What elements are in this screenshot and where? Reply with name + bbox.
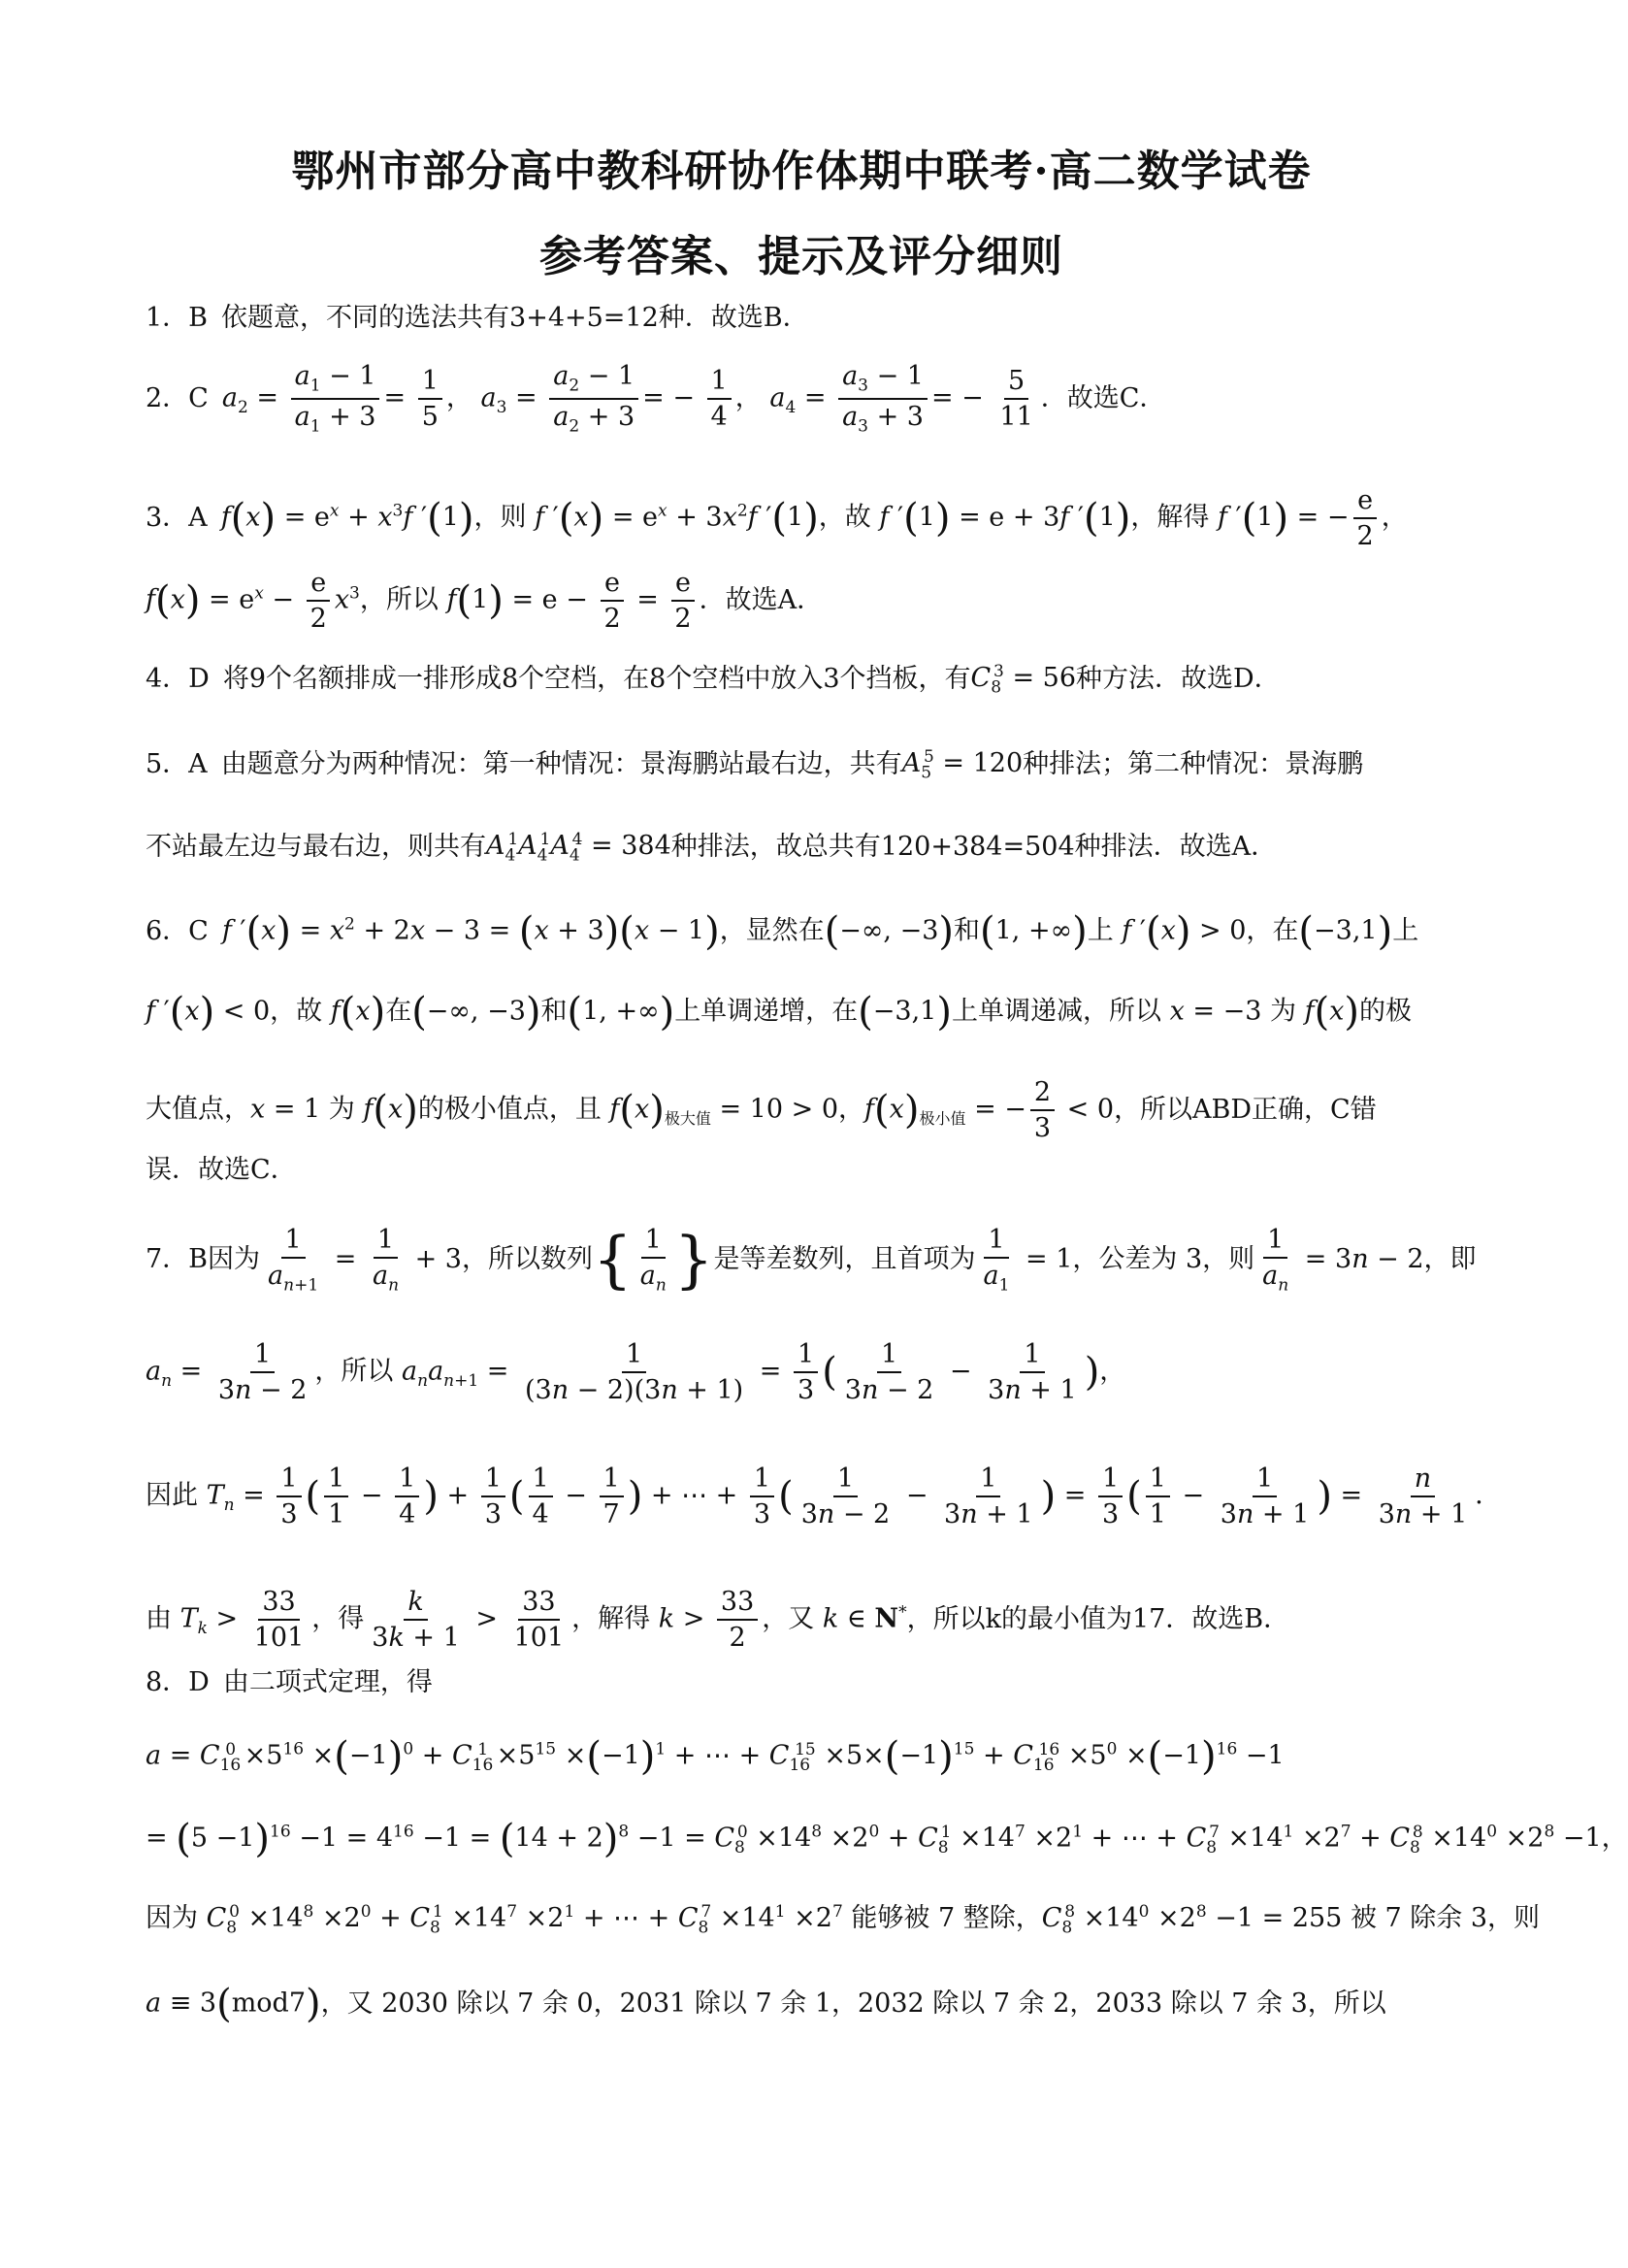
answer-8-formula-4: a ≡ 3(mod7) bbox=[146, 1982, 321, 2026]
answer-5-text-1b: 种排法；第二种情况：景海鹏 bbox=[1023, 749, 1364, 780]
answer-2-number: 2．C bbox=[146, 382, 209, 413]
answer-4-number: 4．D bbox=[146, 664, 210, 695]
answer-3-line-2 bbox=[146, 568, 1467, 634]
answer-6-line-2 bbox=[146, 990, 1467, 1035]
answer-7-formula-4: 由 $T_k$ > $\frac{33}{101}$ ，得 $\frac{k}{3k + 1}$ > $\frac{33}{101}$ ，解得 k > $\frac{33}{2}$ ，又 k ∈ N* bbox=[146, 1587, 907, 1654]
answer-8-last: ，又 2030 除以 7 余 0，2031 除以 7 余 1，2032 除以 7 余 2，2033 除以 7 余 3，所以 bbox=[320, 1988, 1386, 2019]
answer-5-formula-2: $A_4^1A_4^1A_4^4 = 384$ bbox=[486, 830, 671, 866]
answer-1-text: 依题意，不同的选法共有3+4+5=12种．故选B． bbox=[221, 303, 809, 333]
answer-6-last: 误．故选C． bbox=[146, 1155, 297, 1185]
answer-5-line-1 bbox=[146, 747, 1467, 783]
answer-6-sub-min: 极小值 bbox=[919, 1108, 966, 1128]
answer-6-formula-3: 大值点，x = 1 为 f(x)的极小值点，且 $f(x)_{极大值} = 10 > 0$，$f(x)_{极小值}$ = − $\frac{2}{3}$ < 0 bbox=[146, 1077, 1115, 1144]
answer-5-text-2a: 不站最左边与最右边，则共有 bbox=[146, 832, 486, 863]
answer-8-line-1 bbox=[146, 1667, 1467, 1698]
answer-2-end: ．故选C． bbox=[1040, 382, 1166, 413]
answer-5-number: 5．A bbox=[146, 749, 208, 780]
answer-7-formula-2: $a_n$ = $\frac{1}{3n - 2}$ ，所以 $a_na_{n+1}$ = $\frac{1}{(3n - 2)(3n + 1)}$ = $\frac{1}{3}$ ( $\frac{1}{3n - 2}$ − $\frac{1}{3n + 1}$ )， bbox=[146, 1339, 1126, 1406]
answer-7-line-4 bbox=[146, 1587, 1467, 1653]
answer-4 bbox=[146, 662, 1467, 698]
answer-6-number: 6．C bbox=[146, 915, 209, 946]
answer-5-text-1: 由题意分为两种情况：第一种情况：景海鹏站最右边，共有 bbox=[220, 749, 902, 780]
answer-5-line-2 bbox=[146, 830, 1467, 866]
answer-7-formula-1: 因为 $\frac{1}{a_{n+1}}$ = $\frac{1}{a_n}$ + 3，所以数列{ $\frac{1}{a_n}$ }是等差数列，且首项为 $\frac{1}{a_1}$ = 1，公差为 3，则 $\frac{1}{a_n}$ = 3n − 2，即 bbox=[208, 1224, 1477, 1297]
answer-3-line-1 bbox=[146, 485, 1467, 551]
answer-6-formula-1: f $'(x) = x^2 + 2x - 3 = (x + 3)(x - 1)$，显然在(−∞, −3)和(1, +∞)上 f ′(x) > 0，在(−3,1)上 bbox=[221, 909, 1419, 954]
answer-7-formula-3: 因此 $T_n$ = $\frac{1}{3}$ ( $\frac{1}{1}$ − $\frac{1}{4}$ ) + $\frac{1}{3}$ ( $\frac{1}{4}$ − $\frac{1}{7}$ ) + ⋯ + $\frac{1}{3}$ ( $\frac{1}{3n - 2}$ − $\frac{1}{3n + 1}$ ) = $\frac{1}{3}$ ( $\frac{1}{1}$ − $\frac{1}{3n + 1}$ ) = $\frac{n}{3n + 1}$ ． bbox=[146, 1463, 1502, 1530]
answer-8-formula-3: 因为 $C_8^0 \times 14^8 \times 2^0 + C_8^1 \times 14^7 \times 2^1$ + ⋯ + $C_8^7 \times 14^1 \times 2^7$ 能够被 7 整除，$C_8^8 \times 14^0 \times 2^8 -1 = 255$ 被 7 除余 3，则 bbox=[146, 1902, 1541, 1938]
answer-8-line-5 bbox=[146, 1982, 1467, 2026]
answer-8-number: 8．D bbox=[146, 1667, 210, 1697]
answer-8-formula-2: = $(5 -1)^{16} -1 = 4^{16} -1 = (14 + 2)^8 -1 = C_8^0 \times 14^8 \times 2^0 + C_8^1 \times 14^7 \times 2^1$ + ⋯ + $C_8^7 \times 14^1 \times 2^7 + C_8^8 \times 14^0 \times 2^8 -1$， bbox=[146, 1817, 1628, 1861]
answer-8-line-3 bbox=[146, 1817, 1628, 1861]
answer-7-line-3 bbox=[146, 1463, 1502, 1530]
answer-3-formula-1: $f(x) = e^x + x^3f$ ′(1)，则 f $'(x) = e^x + 3x^2f$ ′(1)，故 f ′(1) = e + 3f ′(1)，解得 f ′(1) = − $\frac{e}{2}$ ， bbox=[220, 485, 1408, 552]
answer-4-text-2: 种方法．故选D． bbox=[1076, 664, 1281, 695]
answer-4-text-1: 将9个名额排成一排形成8个空档，在8个空档中放入3个挡板，有 bbox=[222, 664, 971, 695]
answer-8-intro: 由二项式定理，得 bbox=[222, 1667, 433, 1697]
answer-6-tail: ，所以ABD正确，C错 bbox=[1114, 1094, 1377, 1125]
answer-2 bbox=[146, 361, 1467, 437]
answer-1 bbox=[146, 303, 1467, 334]
answer-7-line-2 bbox=[146, 1339, 1467, 1405]
answer-5-formula-1: $A_5^5 = 120$ bbox=[901, 747, 1024, 783]
answer-6-line-3 bbox=[146, 1077, 1467, 1143]
answer-6-sub-max: 极大值 bbox=[664, 1108, 711, 1128]
answer-2-formula: $a_2$ = $\frac{a_1 - 1}{a_1 + 3}$ = $\frac{1}{5}$ ， $a_3$ = $\frac{a_2 - 1}{a_2 + 3}$ = − $\frac{1}{4}$ ， $a_4$ = $\frac{a_3 - 1}{a_3 + 3}$ = − $\frac{5}{11}$ bbox=[221, 361, 1033, 437]
page-title: 鄂州市部分高中教科研协作体期中联考·高二数学试卷 bbox=[291, 147, 1312, 196]
answer-6-formula-2: f ′(x) < 0，故 f(x)在(−∞, −3)和(1, +∞)上单调递增，在(−3,1)上单调递减，所以 x = −3 为 f(x)的极 bbox=[146, 990, 1413, 1035]
answer-3-number: 3．A bbox=[146, 502, 208, 533]
answer-7-last: ，所以k的最小值为17．故选B． bbox=[906, 1603, 1290, 1634]
answer-5-text-2b: 种排法，故总共有120+384=504种排法．故选A． bbox=[670, 832, 1278, 863]
answer-1-number: 1．B bbox=[146, 303, 209, 333]
answer-8-line-4 bbox=[146, 1902, 1541, 1938]
answer-8-formula-1: $a = C_{16}^0 \times 5^{16} \times(-1)^0 + C_{16}^1 \times 5^{15} \times(-1)^1$ + ⋯ + $C_{16}^{15} \times 5\times(-1)^{15} + C_{16}^{16} \times 5^0 \times(-1)^{16} -1$ bbox=[146, 1734, 1285, 1779]
answer-6-line-4 bbox=[146, 1155, 1467, 1186]
page-subtitle: 参考答案、提示及评分细则 bbox=[539, 232, 1063, 281]
answer-8-line-2 bbox=[146, 1734, 1467, 1779]
answer-6-line-1 bbox=[146, 909, 1467, 954]
answer-7-line-1 bbox=[146, 1224, 1477, 1297]
answer-4-formula: $C_8^3 = 56$ bbox=[970, 662, 1077, 698]
answer-3-end: ．故选A． bbox=[699, 584, 824, 615]
answer-7-number: 7．B bbox=[146, 1244, 209, 1275]
answer-3-formula-2: $f(x) = e^x$ − $\frac{e}{2}$ $x^3$，所以 f(1) = e − $\frac{e}{2}$ = $\frac{e}{2}$ bbox=[146, 568, 700, 634]
